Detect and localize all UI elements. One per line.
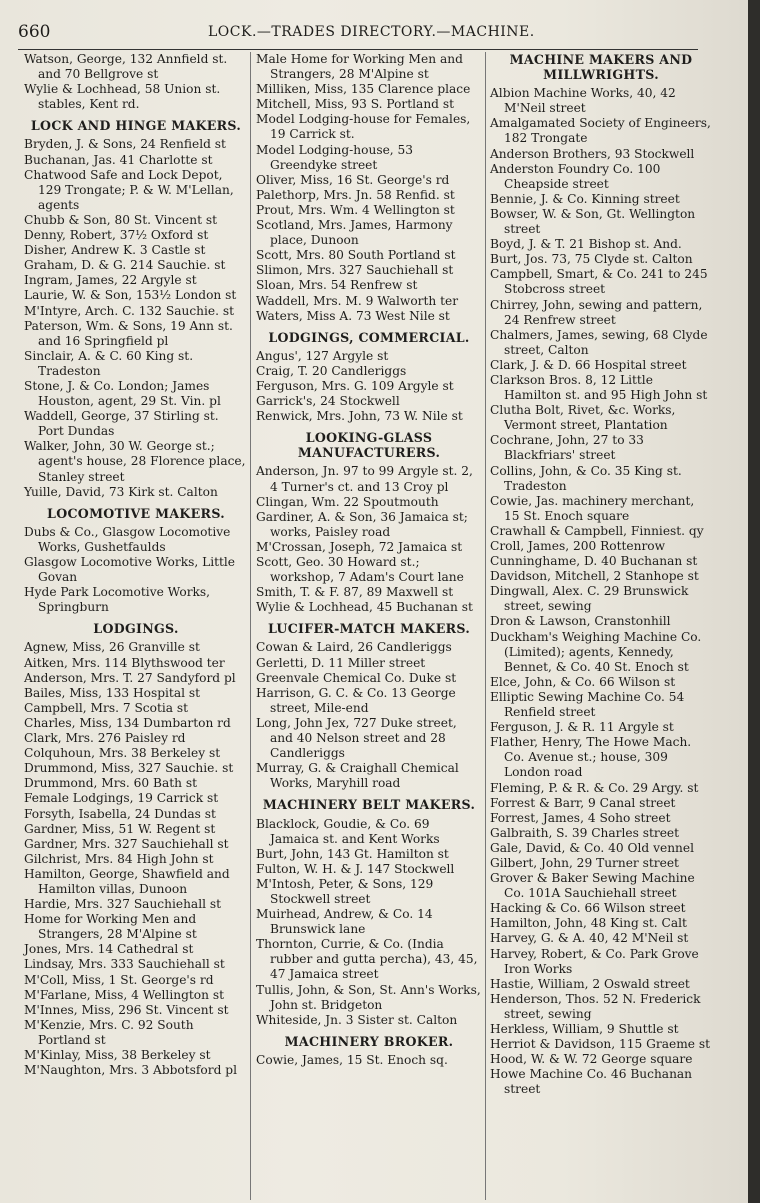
directory-entry: M'Farlane, Miss, 4 Wellington st [24, 987, 224, 1002]
directory-entry: Gilbert, John, 29 Turner street [490, 855, 679, 870]
section-heading: LODGINGS, COMMERCIAL. [268, 329, 470, 345]
column-left [24, 52, 248, 1200]
directory-entry: Flather, Henry, The Howe Mach. Co. Avenue st.; house, 309 London road [490, 735, 692, 780]
directory-entry: Sloan, Mrs. 54 Renfrew st [256, 278, 418, 293]
directory-entry: Bennie, J. & Co. Kinning street [490, 191, 680, 206]
directory-entry: Model Lodging-house for Females, 19 Carrick st. [256, 112, 471, 142]
directory-entry: Fulton, W. H. & J. 147 Stockwell [256, 861, 455, 876]
directory-entry: Bryden, J. & Sons, 24 Renfield st [24, 137, 226, 152]
directory-entry: Gardiner, A. & Son, 36 Jamaica st; works, Paisley road [256, 509, 468, 539]
directory-entry: Cowan & Laird, 26 Candleriggs [256, 640, 452, 655]
directory-entry: Watson, George, 132 Annfield st. and 70 Bellgrove st [24, 52, 228, 82]
column-middle [256, 52, 482, 1200]
directory-entry: Home for Working Men and Strangers, 28 M'Alpine st [24, 912, 197, 942]
directory-entry: Waters, Miss A. 73 West Nile st [256, 308, 450, 323]
page-header [18, 22, 698, 46]
directory-entry: Yuille, David, 73 Kirk st. Calton [24, 484, 218, 499]
directory-entry: Colquhoun, Mrs. 38 Berkeley st [24, 746, 221, 761]
directory-entry: Forrest & Barr, 9 Canal street [490, 795, 676, 810]
directory-entry: Whiteside, Jn. 3 Sister st. Calton [256, 1012, 458, 1027]
directory-entry: Galbraith, S. 39 Charles street [490, 825, 680, 840]
directory-entry: Renwick, Mrs. John, 73 W. Nile st [256, 409, 463, 424]
directory-entry: Greenvale Chemical Co. Duke st [256, 670, 457, 685]
directory-entry: M'Intosh, Peter, & Sons, 129 Stockwell street [256, 876, 434, 906]
directory-entry: Cochrane, John, 27 to 33 Blackfriars' street [490, 433, 644, 463]
directory-entry: Agnew, Miss, 26 Granville st [24, 640, 200, 655]
directory-entry: Harvey, Robert, & Co. Park Grove Iron Works [490, 946, 699, 976]
directory-entry: Forrest, James, 4 Soho street [490, 810, 671, 825]
directory-entry: Herkless, William, 9 Shuttle st [490, 1022, 679, 1036]
directory-entry: Glasgow Locomotive Works, Little Govan [24, 555, 236, 585]
section-heading: LOCOMOTIVE MAKERS. [47, 505, 225, 521]
directory-entry: Gardner, Miss, 51 W. Regent st [24, 821, 216, 836]
directory-entry: Wylie & Lochhead, 45 Buchanan st [256, 600, 473, 615]
directory-entry: Smith, T. & F. 87, 89 Maxwell st [256, 585, 454, 600]
directory-entry: Stone, J. & Co. London; James Houston, agent, 29 St. Vin. pl [24, 378, 221, 409]
directory-entry: Clarkson Bros. 8, 12 Little Hamilton st. and 95 High John st [490, 372, 708, 403]
directory-entry: Elliptic Sewing Machine Co. 54 Renfield street [490, 689, 685, 720]
directory-entry: Chirrey, John, sewing and pattern, 24 Renfrew street [490, 297, 703, 327]
directory-entry: Chatwood Safe and Lock Depot, 129 Trongate; P. & W. M'Lellan, agents [24, 167, 234, 212]
directory-entry: M'Innes, Miss, 296 St. Vincent st [24, 1002, 229, 1017]
directory-entry: M'Coll, Miss, 1 St. George's rd [24, 972, 214, 987]
book-gutter-edge [748, 0, 760, 1203]
directory-entry: M'Intyre, Arch. C. 132 Sauchie. st [24, 303, 235, 318]
directory-entry: Henderson, Thos. 52 N. Frederick street, sewing [490, 991, 701, 1021]
directory-entry: Jones, Mrs. 14 Cathedral st [24, 942, 194, 957]
directory-entry: Bowser, W. & Son, Gt. Wellington street [490, 206, 696, 237]
directory-entry: Hyde Park Locomotive Works, Springburn [24, 585, 211, 615]
directory-entry: Grover & Baker Sewing Machine Co. 101A Sauchiehall street [490, 871, 695, 901]
directory-entry: Tullis, John, & Son, St. Ann's Works, John st. Bridgeton [256, 982, 481, 1012]
section-heading: LOOKING-GLASS MANUFACTURERS. [297, 430, 441, 461]
directory-entry: Female Lodgings, 19 Carrick st [24, 791, 219, 806]
directory-entry: Muirhead, Andrew, & Co. 14 Brunswick lane [256, 907, 433, 937]
directory-entry: Ferguson, J. & R. 11 Argyle st [490, 720, 674, 735]
directory-entry: Campbell, Smart, & Co. 241 to 245 Stobcross street [490, 267, 708, 297]
directory-entry: Aitken, Mrs. 114 Blythswood ter [24, 655, 225, 670]
column-right [490, 52, 712, 1200]
directory-entry: M'Kinlay, Miss, 38 Berkeley st [24, 1048, 211, 1062]
directory-entry: Hastie, William, 2 Oswald street [490, 976, 690, 991]
directory-entry: Harrison, G. C. & Co. 13 George street, Mile-end [256, 685, 456, 715]
directory-entry: Craig, T. 20 Candleriggs [256, 363, 407, 378]
directory-entry: Graham, D. & G. 214 Sauchie. st [24, 258, 226, 273]
directory-entry: Clingan, Wm. 22 Spoutmouth [256, 494, 439, 509]
directory-entry: Hardie, Mrs. 327 Sauchiehall st [24, 897, 222, 912]
directory-entry: M'Kenzie, Mrs. C. 92 South Portland st [24, 1017, 194, 1047]
directory-entry: Thornton, Currie, & Co. (India rubber and gutta percha), 43, 45, 47 Jamaica street [256, 937, 478, 982]
directory-entry: Amalgamated Society of Engineers, 182 Trongate [490, 116, 711, 146]
section-heading: LUCIFER-MATCH MAKERS. [267, 621, 471, 637]
directory-entry: Chubb & Son, 80 St. Vincent st [24, 212, 218, 227]
directory-entry: Long, John Jex, 727 Duke street, and 40 Nelson street and 28 Candleriggs [256, 715, 457, 761]
directory-entry: Hamilton, George, Shawfield and Hamilton villas, Dunoon [24, 866, 230, 896]
directory-entry: Ingram, James, 22 Argyle st [24, 273, 197, 288]
directory-entry: Mitchell, Miss, 93 S. Portland st [256, 97, 454, 112]
directory-entry: Anderson, Mrs. T. 27 Sandyford pl [24, 670, 236, 685]
directory-entry: Palethorp, Mrs. Jn. 58 Renfid. st [256, 187, 455, 202]
directory-entry: Howe Machine Co. 46 Buchanan street [490, 1067, 693, 1097]
directory-entry: Scott, Mrs. 80 South Portland st [256, 248, 456, 263]
directory-entry: Elce, John, & Co. 66 Wilson st [490, 674, 676, 689]
directory-entry: Paterson, Wm. & Sons, 19 Ann st. and 16 Springfield pl [24, 318, 233, 348]
section-heading: LODGINGS. [93, 621, 179, 637]
directory-entry: Anderson, Jn. 97 to 99 Argyle st. 2, 4 Turner's ct. and 13 Croy pl [256, 464, 473, 494]
directory-entry: Anderston Foundry Co. 100 Cheapside street [490, 161, 661, 191]
directory-entry: Collins, John, & Co. 35 King st. Tradeston [490, 463, 682, 493]
directory-entry: M'Crossan, Joseph, 72 Jamaica st [256, 539, 463, 554]
section-heading: LOCK AND HINGE MAKERS. [30, 118, 242, 134]
directory-entry: Crawhall & Campbell, Finniest. qy [490, 523, 704, 538]
directory-entry: Blacklock, Goudie, & Co. 69 Jamaica st. and Kent Works [256, 816, 440, 846]
directory-entry: Burt, Jos. 73, 75 Clyde st. Calton [490, 252, 693, 267]
directory-entry: Scott, Geo. 30 Howard st.; workshop, 7 Adam's Court lane [256, 555, 464, 585]
directory-entry: Prout, Mrs. Wm. 4 Wellington st [256, 202, 455, 217]
directory-entry: Anderson Brothers, 93 Stockwell [490, 146, 695, 161]
directory-entry: Milliken, Miss, 135 Clarence place [256, 82, 471, 97]
directory-entry: Wylie & Lochhead, 58 Union st. stables, Kent rd. [24, 82, 221, 112]
directory-entry: Model Lodging-house, 53 Greendyke street [256, 142, 414, 172]
header-rule [18, 49, 698, 50]
directory-entry: Drummond, Mrs. 60 Bath st [24, 776, 197, 791]
directory-entry: Clutha Bolt, Rivet, &c. Works, Vermont street, Plantation [490, 403, 676, 433]
directory-entry: Harvey, G. & A. 40, 42 M'Neil st [490, 931, 689, 946]
directory-entry: Ferguson, Mrs. G. 109 Argyle st [256, 378, 454, 393]
directory-entry: Boyd, J. & T. 21 Bishop st. And. [490, 237, 682, 252]
page-number: 660 [18, 22, 51, 42]
directory-entry: Sinclair, A. & C. 60 King st. Tradeston [24, 348, 194, 378]
directory-entry: Cowie, Jas. machinery merchant, 15 St. Enoch square [490, 493, 695, 523]
directory-entry: Forsyth, Isabella, 24 Dundas st [24, 806, 216, 821]
directory-entry: Bailes, Miss, 133 Hospital st [24, 685, 201, 700]
directory-entry: Dubs & Co., Glasgow Locomotive Works, Gushetfaulds [24, 524, 231, 554]
directory-entry: Cunninghame, D. 40 Buchanan st [490, 554, 698, 569]
directory-entry: Gilchrist, Mrs. 84 High John st [24, 851, 214, 866]
section-heading: MACHINERY BROKER. [284, 1033, 454, 1049]
directory-entry: Hood, W. & W. 72 George square [490, 1052, 693, 1067]
directory-entry: Dron & Lawson, Cranstonhill [490, 614, 671, 629]
column-divider [485, 52, 486, 1200]
directory-entry: Lindsay, Mrs. 333 Sauchiehall st [24, 957, 225, 972]
directory-entry: Herriot & Davidson, 115 Graeme st [490, 1037, 711, 1052]
directory-entry: Campbell, Mrs. 7 Scotia st [24, 700, 189, 715]
directory-entry: Male Home for Working Men and Strangers, 28 M'Alpine st [256, 52, 463, 82]
directory-entry: Duckham's Weighing Machine Co. (Limited); agents, Kennedy, Bennet, & Co. 40 St. Enoch st [490, 629, 702, 674]
directory-entry: Fleming, P. & R. & Co. 29 Argy. st [490, 780, 699, 795]
directory-entry: Drummond, Miss, 327 Sauchie. st [24, 761, 234, 776]
directory-entry: Laurie, W. & Son, 153½ London st [24, 288, 237, 303]
running-title: LOCK.—TRADES DIRECTORY.—MACHINE. [208, 24, 535, 40]
directory-entry: Slimon, Mrs. 327 Sauchiehall st [256, 263, 454, 278]
directory-entry: Gerletti, D. 11 Miller street [256, 655, 426, 670]
directory-entry: Angus', 127 Argyle st [256, 348, 389, 363]
directory-entry: Gardner, Mrs. 327 Sauchiehall st [24, 836, 229, 851]
directory-entry: Garrick's, 24 Stockwell [256, 394, 400, 409]
directory-entry: Burt, John, 143 Gt. Hamilton st [256, 846, 449, 861]
directory-entry: Clark, Mrs. 276 Paisley rd [24, 731, 186, 746]
directory-entry: Disher, Andrew K. 3 Castle st [24, 243, 206, 258]
directory-entry: Davidson, Mitchell, 2 Stanhope st [490, 569, 699, 584]
directory-entry: Dingwall, Alex. C. 29 Brunswick street, sewing [490, 584, 689, 614]
directory-entry: Walker, John, 30 W. George st.; agent's house, 28 Florence place, Stanley street [24, 439, 246, 484]
section-heading: MACHINERY BELT MAKERS. [262, 797, 476, 813]
directory-entry: Croll, James, 200 Rottenrow [490, 539, 666, 553]
directory-entry: Gale, David, & Co. 40 Old vennel [490, 840, 695, 855]
directory-entry: Waddell, George, 37 Stirling st. Port Dundas [24, 409, 219, 439]
directory-entry: Oliver, Miss, 16 St. George's rd [256, 172, 450, 187]
directory-entry: Waddell, Mrs. M. 9 Walworth ter [256, 293, 459, 308]
directory-entry: Denny, Robert, 37½ Oxford st [24, 228, 209, 243]
directory-entry: Chalmers, James, sewing, 68 Clyde street, Calton [490, 327, 708, 357]
directory-entry: Hacking & Co. 66 Wilson street [490, 901, 686, 916]
directory-entry: Clark, J. & D. 66 Hospital street [490, 357, 687, 372]
directory-entry: M'Naughton, Mrs. 3 Abbotsford pl [24, 1063, 237, 1078]
directory-entry: Scotland, Mrs. James, Harmony place, Dunoon [256, 218, 453, 248]
directory-entry: Charles, Miss, 134 Dumbarton rd [24, 715, 231, 730]
directory-entry: Murray, G. & Craighall Chemical Works, Maryhill road [256, 761, 459, 791]
column-divider [250, 52, 251, 1200]
directory-entry: Cowie, James, 15 St. Enoch sq. [256, 1052, 448, 1067]
section-heading: MACHINE MAKERS AND MILLWRIGHTS. [509, 52, 693, 83]
directory-entry: Hamilton, John, 48 King st. Calt [490, 916, 687, 931]
directory-entry: Buchanan, Jas. 41 Charlotte st [24, 152, 213, 167]
directory-entry: Albion Machine Works, 40, 42 M'Neil street [490, 86, 676, 116]
